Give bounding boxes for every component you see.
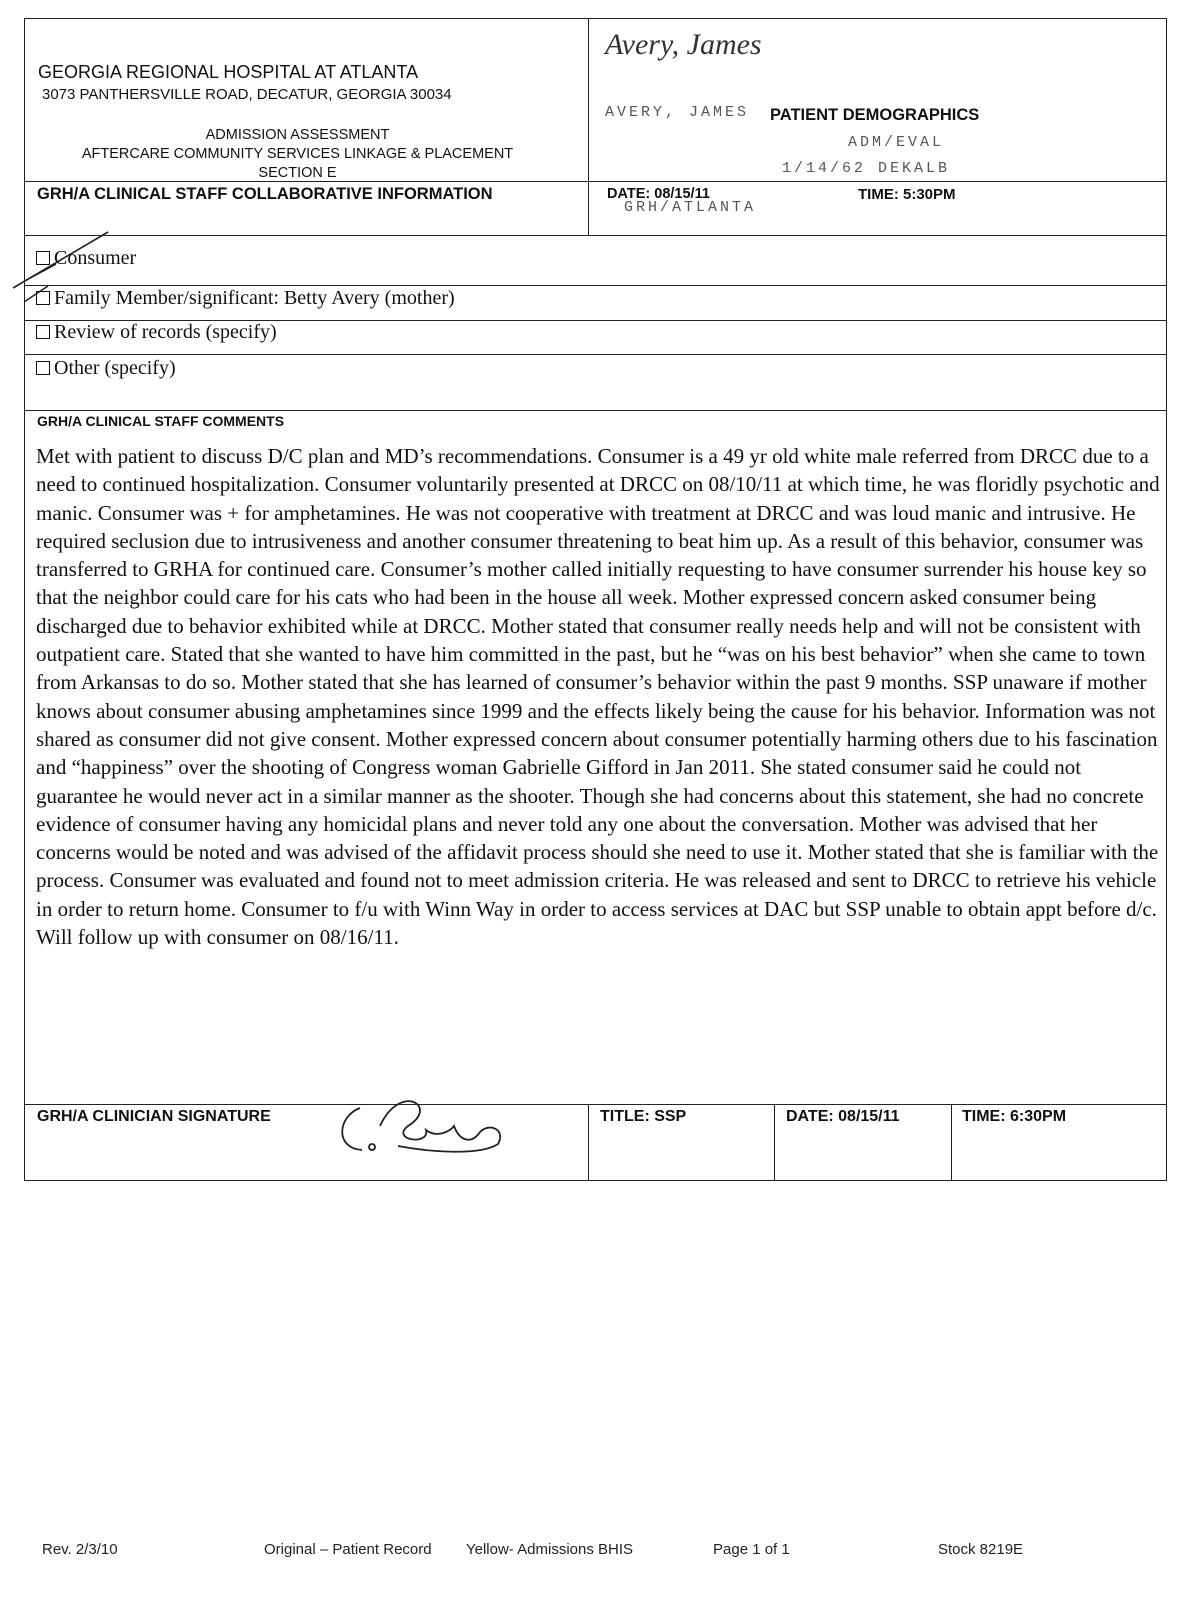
hospital-name: GEORGIA REGIONAL HOSPITAL AT ATLANTA — [38, 62, 419, 82]
stamp-facility: GRH/ATLANTA — [624, 199, 757, 216]
rule-source-4 — [24, 410, 1167, 411]
stamp-dob-county: 1/14/62 DEKALB — [782, 160, 951, 177]
signature-date: DATE: 08/15/11 — [786, 1108, 900, 1125]
comments-body: Met with patient to discuss D/C plan and MD’s recommendations. Consumer is a 49 yr old white male referred from DRCC due to a need to continued hospitalization. Consumer voluntarily presented at DRCC on 08/10/11 at which time, he was floridly psychotic and manic. Consumer was + for amphetamines. He was not cooperative with treatment at DRCC and was loud manic and intrusive. He required seclusion due to intrusiveness and another consumer threatening to beat him up. As a result of this behavior, consumer was transferred to GRHA for continued care. Consumer’s mother called initially requesting to have consumer surrender his house key so that the neighbor could care for his cats who had been in the house all week. Mother expressed concern asked consumer being discharged due to behavior exhibited while at DRCC. Mother stated that consumer really needs help and will not be consistent with outpatient care. Stated that she wanted to have him committed in the past, but he “was on his best behavior” when she came to town from Arkansas to do so. Mother stated that she has learned of consumer’s behavior within the past 9 months. SSP unaware if mother knows about consumer abusing amphetamines since 1999 and the effects likely being the cause for his behavior. Information was not shared as consumer did not give consent. Mother expressed concern about consumer potentially harming others due to his fascination and “happiness” over the shooting of Congress woman Gabrielle Gifford in Jan 2011. She stated consumer said he could not guarantee he would never act in a similar manner as the shooter. Though she had concerns about this statement, she had no concrete evidence of consumer having any homicidal plans and never told any one about the conversation. Mother was advised that her concerns would be noted and was advised of the affidavit process should she need to use it. Mother stated that she is familiar with the process. Consumer was evaluated and found not to meet admission criteria. He was released and sent to DRCC to retrieve his vehicle in order to return home. Consumer to f/u with Winn Way in order to access services at DAC but SSP unable to obtain appt before d/c. Will follow up with consumer on 08/16/11. — [36, 444, 1160, 950]
section-heading: GRH/A CLINICAL STAFF COLLABORATIVE INFORMATION — [37, 185, 493, 203]
source-consumer-label: Consumer — [54, 247, 137, 269]
check-marks-icon — [8, 226, 128, 306]
signature-label: GRH/A CLINICIAN SIGNATURE — [37, 1108, 271, 1125]
header-divider — [588, 18, 589, 236]
source-other — [36, 357, 176, 380]
checkbox-review[interactable] — [36, 325, 50, 339]
checkbox-other[interactable] — [36, 361, 50, 375]
handwritten-patient-name: Avery, James — [605, 28, 762, 61]
rule-source-1 — [24, 285, 1167, 286]
date-label: DATE: 08/15/11 — [607, 186, 710, 202]
signature-time: TIME: 6:30PM — [962, 1108, 1067, 1125]
stamp-name: AVERY, JAMES — [605, 104, 750, 121]
rule-signature — [24, 1104, 1167, 1105]
rule-under-section — [24, 235, 1167, 236]
sig-divider-1 — [588, 1104, 589, 1181]
time-label: TIME: 5:30PM — [858, 186, 956, 203]
form-title-3: SECTION E — [258, 165, 337, 181]
source-other-label: Other (specify) — [54, 357, 176, 379]
signature-title: TITLE: SSP — [600, 1108, 687, 1125]
sig-divider-2 — [774, 1104, 775, 1181]
sig-divider-3 — [951, 1104, 952, 1181]
footer-yellow: Yellow- Admissions BHIS — [466, 1541, 634, 1558]
footer-stock: Stock 8219E — [938, 1541, 1024, 1558]
hospital-address: 3073 PANTHERSVILLE ROAD, DECATUR, GEORGIA 30034 — [42, 86, 452, 103]
source-review-label: Review of records (specify) — [54, 321, 277, 343]
form-title-2: AFTERCARE COMMUNITY SERVICES LINKAGE & PLACEMENT — [81, 146, 514, 162]
form-title-1: ADMISSION ASSESSMENT — [205, 127, 390, 143]
footer-revision: Rev. 2/3/10 — [42, 1541, 118, 1558]
footer-page: Page 1 of 1 — [713, 1541, 790, 1558]
clinician-signature-icon — [330, 1086, 520, 1164]
source-family-label: Family Member/significant: Betty Avery (mother) — [54, 287, 455, 309]
comments-heading: GRH/A CLINICAL STAFF COMMENTS — [37, 413, 285, 429]
source-review — [36, 321, 277, 344]
patient-demographics-label: PATIENT DEMOGRAPHICS — [770, 106, 980, 124]
stamp-adm-eval: ADM/EVAL — [848, 134, 945, 151]
footer-original: Original – Patient Record — [264, 1541, 432, 1558]
rule-source-3 — [24, 354, 1167, 355]
